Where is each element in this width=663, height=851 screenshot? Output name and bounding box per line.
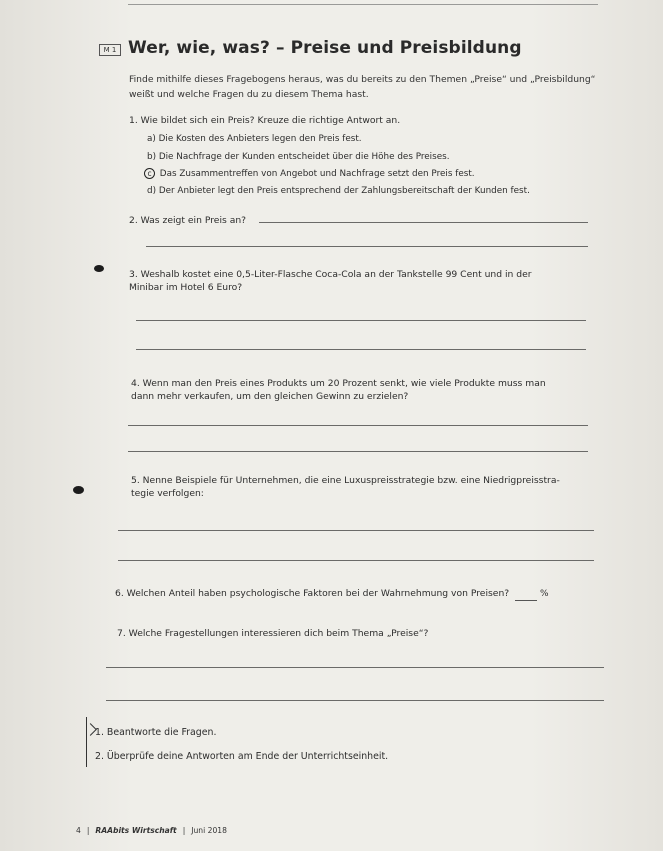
answer-line[interactable] bbox=[106, 667, 604, 668]
answer-line[interactable] bbox=[118, 530, 594, 531]
selected-circle-marker: c bbox=[144, 168, 155, 179]
percent-sign: % bbox=[540, 589, 549, 599]
question-4-line-2: dann mehr verkaufen, um den gleichen Gewinn zu erzielen? bbox=[131, 391, 409, 402]
material-label: M 1 bbox=[99, 44, 121, 56]
page-footer: 4 | RAAbits Wirtschaft | Juni 2018 bbox=[76, 826, 227, 835]
publication-name: RAAbits Wirtschaft bbox=[95, 826, 177, 835]
page-number: 4 bbox=[76, 826, 81, 835]
option-letter: a) bbox=[147, 134, 156, 144]
option-letter: b) bbox=[147, 152, 157, 162]
question-5 bbox=[131, 474, 560, 500]
question-6-text: 6. Welchen Anteil haben psychologische Faktoren bei der Wahrnehmung von Preisen? bbox=[115, 588, 510, 599]
option-b[interactable] bbox=[147, 151, 450, 163]
percent-blank[interactable] bbox=[515, 587, 537, 601]
intro-text: Finde mithilfe dieses Fragebogens heraus, was du bereits zu den Themen „Preise“ und „Preisbildung“ weißt und welche Fragen du zu diesem Thema hast. bbox=[129, 74, 596, 100]
ink-dot bbox=[73, 486, 84, 494]
question-3 bbox=[129, 268, 532, 294]
answer-line[interactable] bbox=[259, 222, 588, 223]
answer-line[interactable] bbox=[106, 700, 604, 701]
question-5-line-1: 5. Nenne Beispiele für Unternehmen, die eine Luxuspreisstrategie bzw. eine Niedrigpreisstra- bbox=[131, 475, 560, 486]
question-2: 2. Was zeigt ein Preis an? bbox=[129, 215, 247, 226]
instructions-box bbox=[86, 717, 389, 767]
question-6 bbox=[115, 587, 549, 601]
question-4-line-1: 4. Wenn man den Preis eines Produkts um 20 Prozent senkt, wie viele Produkte muss man bbox=[131, 378, 546, 389]
question-4 bbox=[131, 377, 546, 403]
option-c-selected[interactable] bbox=[144, 168, 475, 180]
question-3-line-2: Minibar im Hotel 6 Euro? bbox=[129, 282, 243, 293]
ink-dot bbox=[94, 265, 104, 272]
question-1: 1. Wie bildet sich ein Preis? Kreuze die richtige Antwort an. bbox=[129, 115, 401, 126]
top-rule bbox=[128, 4, 598, 5]
answer-line[interactable] bbox=[128, 451, 588, 452]
option-text: Das Zusammentreffen von Angebot und Nachfrage setzt den Preis fest. bbox=[159, 169, 475, 179]
question-5-line-2: tegie verfolgen: bbox=[131, 488, 204, 499]
option-text: Der Anbieter legt den Preis entsprechend der Zahlungsbereitschaft der Kunden fest. bbox=[158, 186, 530, 196]
option-text: Die Nachfrage der Kunden entscheidet über die Höhe des Preises. bbox=[158, 152, 450, 162]
option-d[interactable] bbox=[147, 185, 530, 197]
instruction-2: 2. Überprüfe deine Antworten am Ende der Unterrichtseinheit. bbox=[95, 751, 389, 762]
answer-line[interactable] bbox=[136, 349, 586, 350]
question-3-line-1: 3. Weshalb kostet eine 0,5-Liter-Flasche Coca-Cola an der Tankstelle 99 Cent und in der bbox=[129, 269, 532, 280]
instruction-1: 1. Beantworte die Fragen. bbox=[95, 727, 217, 738]
option-a[interactable] bbox=[147, 133, 362, 145]
option-letter: d) bbox=[147, 186, 157, 196]
answer-line[interactable] bbox=[128, 425, 588, 426]
answer-line[interactable] bbox=[136, 320, 586, 321]
answer-line[interactable] bbox=[146, 246, 588, 247]
question-7: 7. Welche Fragestellungen interessieren dich beim Thema „Preise“? bbox=[117, 628, 429, 639]
option-text: Die Kosten des Anbieters legen den Preis fest. bbox=[158, 134, 362, 144]
publication-date: Juni 2018 bbox=[191, 826, 227, 835]
page-title: Wer, wie, was? – Preise und Preisbildung bbox=[128, 38, 522, 58]
answer-line[interactable] bbox=[118, 560, 594, 561]
